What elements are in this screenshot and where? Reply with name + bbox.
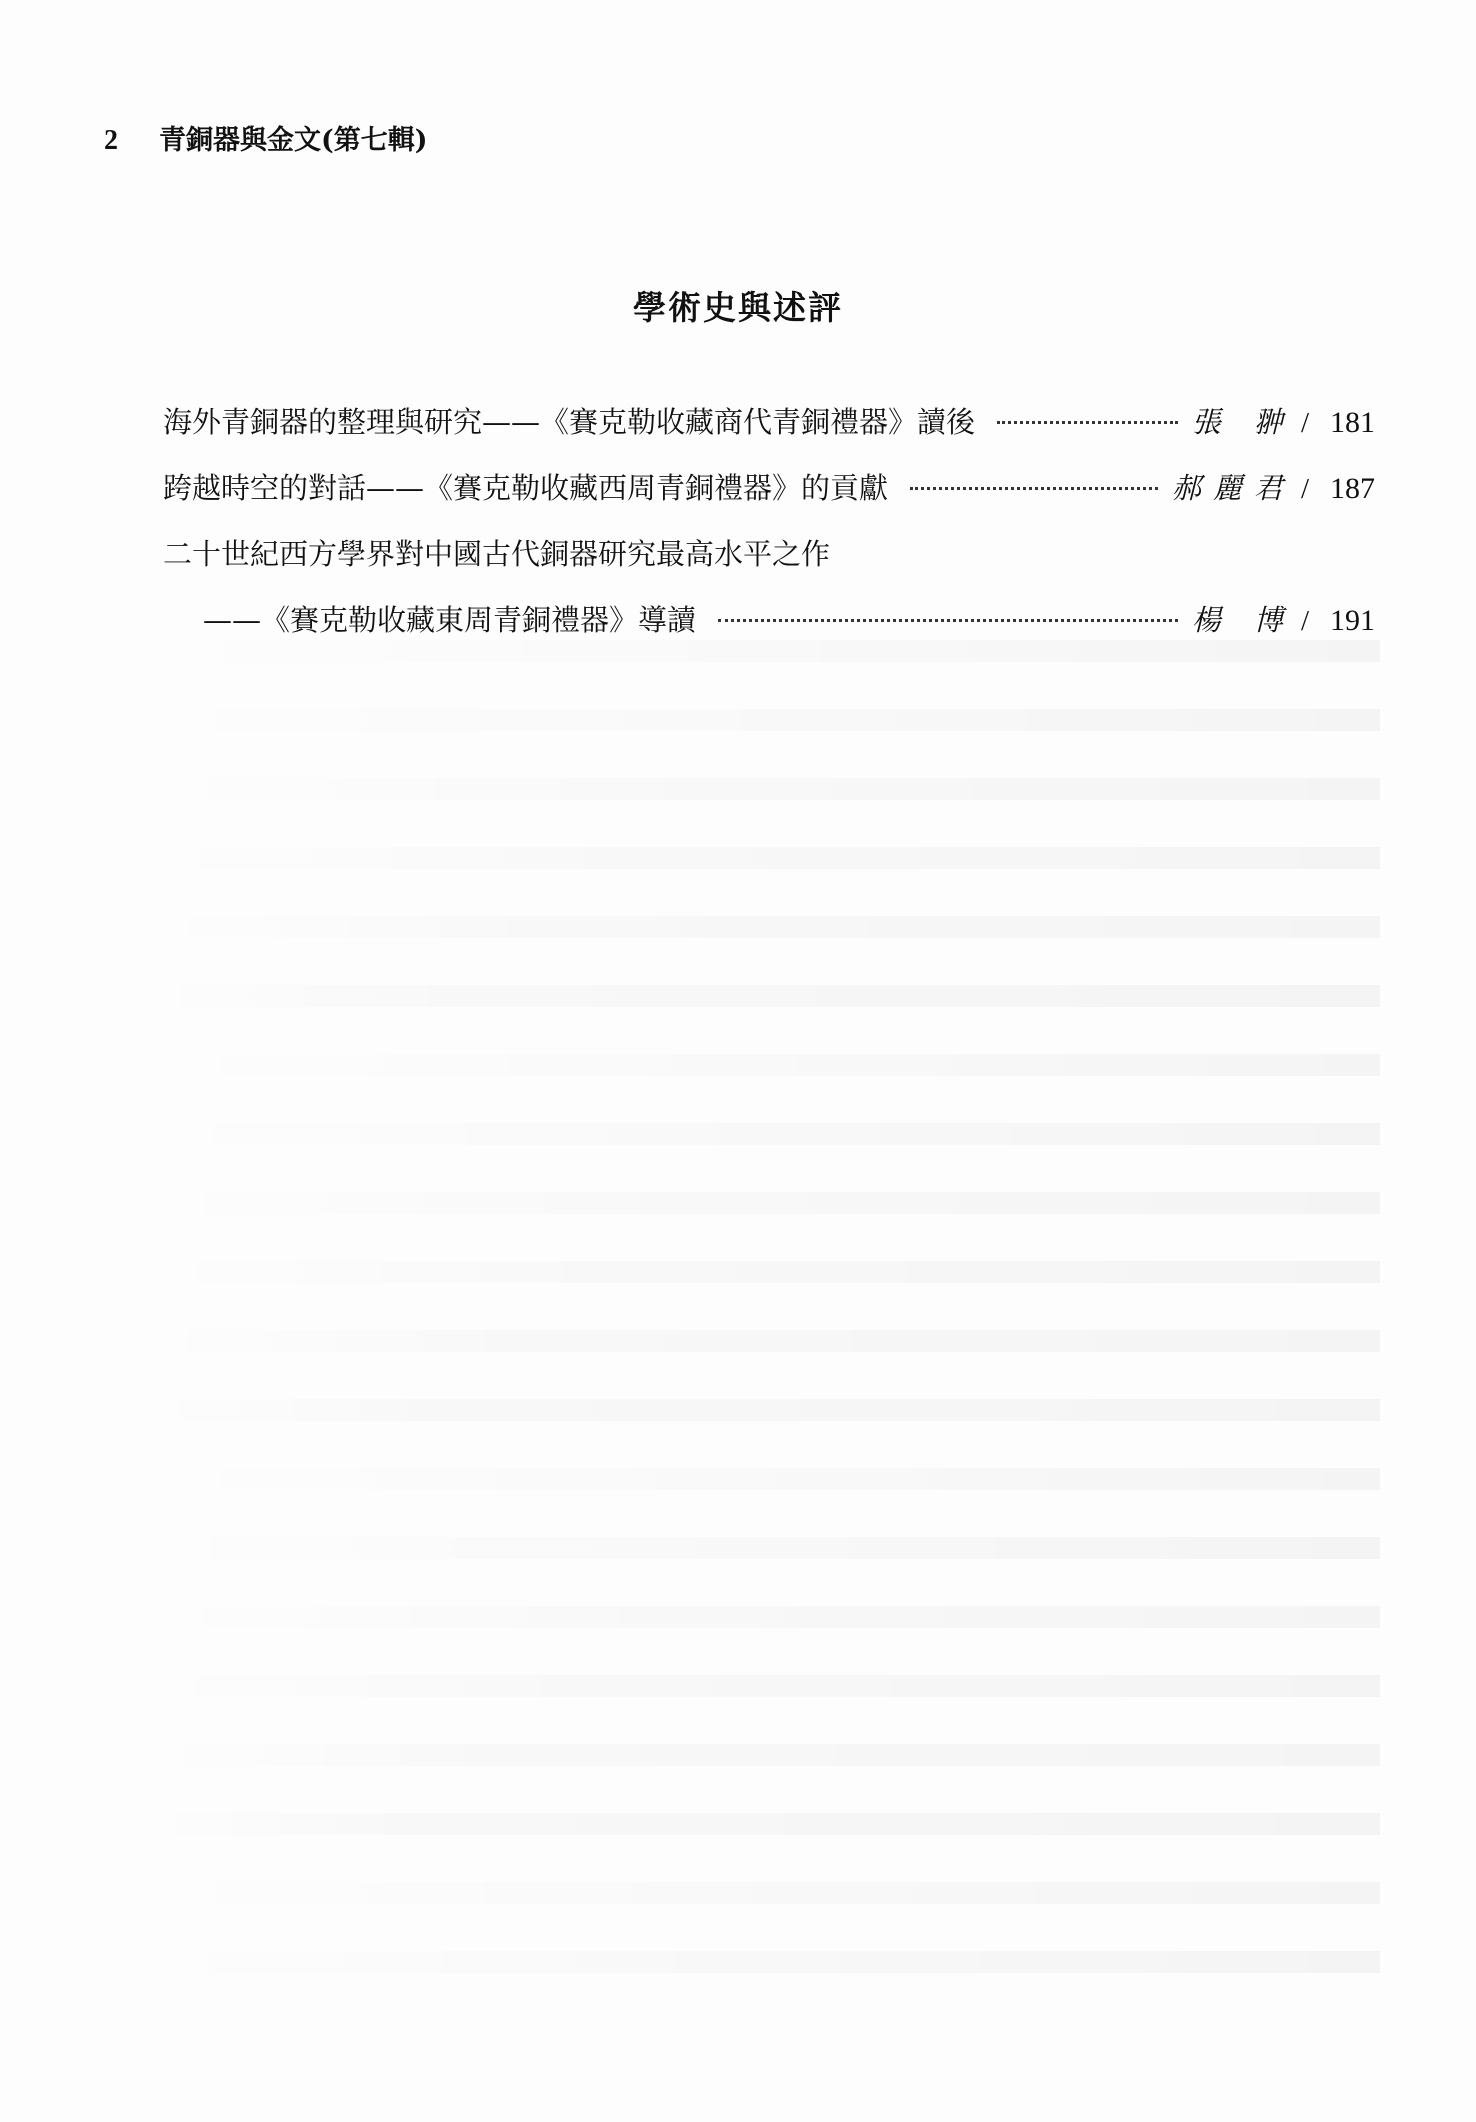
running-head <box>104 118 428 157</box>
toc-entry-title: 二十世紀西方學界對中國古代銅器研究最高水平之作 <box>163 537 831 571</box>
separator-slash: / <box>1300 605 1309 637</box>
bleed-through-line <box>150 1537 1380 1559</box>
bleed-through-line <box>150 1675 1380 1697</box>
bleed-through-line <box>150 1606 1380 1628</box>
bleed-through-line <box>150 778 1380 800</box>
dot-leader <box>718 619 1178 622</box>
toc-entry-subtitle: ——《賽克勒收藏東周青銅禮器》導讀 <box>203 603 697 637</box>
table-of-contents <box>163 402 1375 666</box>
toc-entry-title: 跨越時空的對話——《賽克勒收藏西周青銅禮器》的貢獻 <box>163 471 889 505</box>
separator-slash: / <box>1300 473 1309 505</box>
bleed-through-line <box>150 1123 1380 1145</box>
bleed-through-line <box>150 1192 1380 1214</box>
toc-entry[interactable] <box>163 468 1375 534</box>
bleed-through-line <box>150 709 1380 731</box>
toc-entry-title: 海外青銅器的整理與研究——《賽克勒收藏商代青銅禮器》讀後 <box>163 405 976 439</box>
dot-leader <box>910 487 1158 490</box>
page-number: 2 <box>104 125 118 156</box>
bleed-through-line <box>150 1330 1380 1352</box>
toc-entry[interactable] <box>163 402 1375 468</box>
bleed-through-line <box>150 1054 1380 1076</box>
toc-entry-title-line[interactable] <box>163 534 1375 600</box>
toc-entry-page: 191 <box>1330 604 1375 637</box>
bleed-through-line <box>150 847 1380 869</box>
toc-entry-author: 郝麗君 <box>1171 471 1295 505</box>
separator-slash: / <box>1300 407 1309 439</box>
bleed-through-line <box>150 1399 1380 1421</box>
bleed-through-texture <box>150 640 1380 2020</box>
bleed-through-line <box>150 985 1380 1007</box>
toc-entry-author: 楊 博 <box>1191 603 1295 637</box>
bleed-through-line <box>150 1468 1380 1490</box>
bleed-through-line <box>150 916 1380 938</box>
bleed-through-line <box>150 1951 1380 1973</box>
toc-entry[interactable] <box>163 600 1375 666</box>
bleed-through-line <box>150 1744 1380 1766</box>
section-title: 學術史與述評 <box>633 288 843 327</box>
toc-entry-page: 181 <box>1330 406 1375 439</box>
bleed-through-line <box>150 1261 1380 1283</box>
bleed-through-line <box>150 1882 1380 1904</box>
book-title: 青銅器與金文(第七輯) <box>159 125 428 156</box>
toc-entry-author: 張 翀 <box>1191 405 1295 439</box>
bleed-through-line <box>150 1813 1380 1835</box>
toc-entry-page: 187 <box>1330 472 1375 505</box>
dot-leader <box>997 421 1178 424</box>
